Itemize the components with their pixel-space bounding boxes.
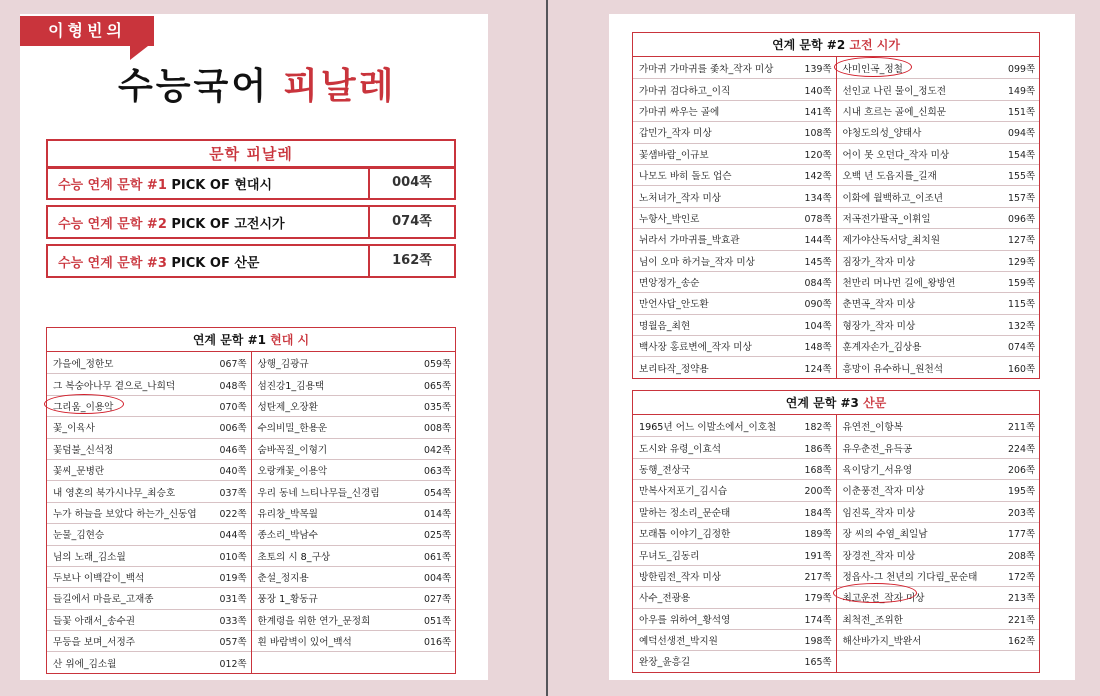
- work-page: 139쪽: [804, 63, 832, 75]
- work-page: 155쪽: [1008, 171, 1035, 183]
- list-item[interactable]: [837, 207, 1040, 228]
- list-item[interactable]: [47, 566, 251, 587]
- work-title: 섬진강1_김용택: [257, 380, 325, 392]
- work-page: 206쪽: [1008, 464, 1035, 476]
- work-title: 성탄제_오장환: [257, 401, 318, 413]
- work-title: 수의비밀_한용운: [257, 423, 328, 435]
- work-title: 갑민가_작자 미상: [639, 128, 712, 140]
- work-title: 유우춘전_유득공: [842, 443, 913, 455]
- work-title: 정읍사-그 천년의 기다림_문순태: [842, 571, 978, 583]
- work-title: 사미인곡_정철: [842, 63, 903, 75]
- list-item[interactable]: [837, 164, 1040, 185]
- work-title: 두보나 이백같이_백석: [53, 573, 145, 585]
- work-page: 189쪽: [804, 529, 832, 541]
- work-title: 누항사_박인로: [639, 213, 700, 225]
- list-item[interactable]: [837, 479, 1040, 500]
- list-item[interactable]: [633, 292, 836, 313]
- list-item[interactable]: [837, 335, 1040, 356]
- list-item[interactable]: [633, 335, 836, 356]
- list-item[interactable]: [837, 250, 1040, 271]
- work-page: 067쪽: [219, 358, 247, 370]
- list-item[interactable]: [47, 523, 251, 544]
- work-page: 059쪽: [424, 358, 451, 370]
- work-page: 057쪽: [219, 637, 247, 649]
- work-page: 195쪽: [1008, 486, 1035, 498]
- list-item[interactable]: [252, 373, 456, 394]
- toc-label: 수능 연계 문학 #3 PICK OF 산문: [58, 255, 260, 271]
- list-item[interactable]: [837, 314, 1040, 335]
- work-title: 춘면곡_작자 미상: [842, 299, 916, 311]
- work-page: 044쪽: [219, 530, 247, 542]
- list-item[interactable]: [633, 565, 836, 586]
- work-title: 우리 동네 느티나무들_신경림: [257, 487, 380, 499]
- list-prose: [632, 390, 1040, 673]
- list-item[interactable]: [633, 78, 836, 99]
- work-page: 177쪽: [1008, 529, 1035, 541]
- list-item[interactable]: [633, 479, 836, 500]
- list-item[interactable]: [633, 207, 836, 228]
- work-page: 014쪽: [424, 508, 451, 520]
- work-page: 035쪽: [424, 401, 451, 413]
- work-page: 198쪽: [804, 636, 832, 648]
- work-title: 제가야산독서당_최치원: [842, 235, 940, 247]
- work-title: 그 복숭아나무 곁으로_나희덕: [53, 380, 176, 392]
- list-item[interactable]: [252, 438, 456, 459]
- work-page: 127쪽: [1008, 235, 1035, 247]
- list-item[interactable]: [837, 228, 1040, 249]
- list-column-left: [633, 415, 836, 672]
- work-title: 백사장 홍료변에_작자 미상: [639, 342, 752, 354]
- work-page: 124쪽: [804, 363, 832, 375]
- work-title: 초토의 시 8_구상: [257, 551, 331, 563]
- list-item[interactable]: [47, 395, 251, 416]
- work-page: 074쪽: [1008, 342, 1035, 354]
- list-item[interactable]: [252, 545, 456, 566]
- work-title: 최고운전_작자 미상: [842, 593, 925, 605]
- work-title: 내 영혼의 북가시나무_최승호: [53, 487, 176, 499]
- work-title: 흰 바람벽이 있어_백석: [257, 637, 352, 649]
- work-title: 들꽃 아래서_송수권: [53, 615, 135, 627]
- work-title: 짐장가_작자 미상: [842, 256, 916, 268]
- work-page: 096쪽: [1008, 213, 1035, 225]
- work-title: 무등을 보며_서정주: [53, 637, 135, 649]
- work-title: 상행_김광규: [257, 358, 309, 370]
- work-page: 061쪽: [424, 551, 451, 563]
- work-page: 132쪽: [1008, 320, 1035, 332]
- work-page: 078쪽: [804, 213, 832, 225]
- work-page: 148쪽: [804, 342, 832, 354]
- work-title: 시내 흐르는 골에_신희문: [842, 106, 947, 118]
- work-page: 140쪽: [804, 85, 832, 97]
- list-rows: [47, 352, 455, 673]
- list-item[interactable]: [252, 459, 456, 480]
- work-title: 아우를 위하여_황석영: [639, 614, 731, 626]
- work-page: 022쪽: [219, 508, 247, 520]
- work-title: 가마귀 검다하고_이직: [639, 85, 731, 97]
- list-item[interactable]: [837, 356, 1040, 377]
- list-item[interactable]: [837, 522, 1040, 543]
- work-page: 168쪽: [804, 464, 832, 476]
- work-title: 꽃샘바람_이규보: [639, 149, 709, 161]
- work-title: 풍장 1_황동규: [257, 594, 318, 606]
- list-item[interactable]: [837, 629, 1040, 650]
- list-item[interactable]: [633, 271, 836, 292]
- work-title: 이화에 월백하고_이조년: [842, 192, 944, 204]
- list-item[interactable]: [47, 480, 251, 501]
- toc-label: 수능 연계 문학 #2 PICK OF 고전시가: [58, 216, 285, 232]
- list-item[interactable]: [633, 415, 836, 436]
- list-item[interactable]: [47, 502, 251, 523]
- book-title: [118, 58, 428, 108]
- list-item[interactable]: [837, 650, 1040, 671]
- list-item[interactable]: [47, 609, 251, 630]
- work-page: 142쪽: [804, 171, 832, 183]
- work-title: 도시와 유령_이효석: [639, 443, 721, 455]
- work-title: 뉘라서 가마귀를_박효관: [639, 235, 740, 247]
- work-title: 훈계자손가_김상용: [842, 342, 922, 354]
- work-title: 산 위에_김소월: [53, 658, 117, 670]
- work-title: 1965년 어느 이발소에서_이호철: [639, 421, 777, 433]
- work-title: 누가 하늘을 보았다 하는가_신동엽: [53, 508, 197, 520]
- list-item[interactable]: [633, 57, 836, 78]
- book-title-main: 수능국어: [118, 66, 270, 107]
- list-item[interactable]: [837, 271, 1040, 292]
- work-title: 님이 오마 하거늘_작자 미상: [639, 256, 755, 268]
- list-item[interactable]: [633, 228, 836, 249]
- work-title: 무녀도_김동리: [639, 550, 700, 562]
- work-page: 191쪽: [804, 550, 832, 562]
- work-title: 면앙정가_송순: [639, 278, 700, 290]
- work-title: 그리움_이용악: [53, 401, 114, 413]
- list-item[interactable]: [837, 565, 1040, 586]
- list-header: 연계 문학 #1 현대 시: [47, 328, 455, 352]
- work-page: 157쪽: [1008, 192, 1035, 204]
- work-title: 최척전_조위한: [842, 614, 903, 626]
- work-title: 춘설_정지용: [257, 573, 309, 585]
- list-item[interactable]: [837, 501, 1040, 522]
- work-page: 084쪽: [804, 278, 832, 290]
- work-title: 야청도의성_양태사: [842, 128, 922, 140]
- list-item[interactable]: [252, 566, 456, 587]
- list-item[interactable]: [633, 543, 836, 564]
- work-page: 184쪽: [804, 507, 832, 519]
- work-page: 099쪽: [1008, 63, 1035, 75]
- list-item[interactable]: [47, 459, 251, 480]
- list-item[interactable]: [47, 416, 251, 437]
- work-page: 108쪽: [804, 128, 832, 140]
- work-title: 종소리_박남수: [257, 530, 318, 542]
- work-page: 012쪽: [219, 658, 247, 670]
- work-title: 저곡전가팔곡_이휘일: [842, 213, 931, 225]
- work-title: 한계령을 위한 연가_문정희: [257, 615, 371, 627]
- book-spine: [546, 0, 548, 696]
- work-page: 008쪽: [424, 423, 451, 435]
- work-title: 이춘풍전_작자 미상: [842, 486, 925, 498]
- work-page: 129쪽: [1008, 256, 1035, 268]
- work-title: 사수_전광용: [639, 593, 691, 605]
- work-page: 217쪽: [804, 571, 832, 583]
- list-item[interactable]: [47, 651, 251, 672]
- list-item[interactable]: [633, 608, 836, 629]
- work-page: 162쪽: [1008, 636, 1035, 648]
- work-title: 말하는 정소리_문순태: [639, 507, 731, 519]
- list-item[interactable]: [47, 373, 251, 394]
- work-title: 동행_전상국: [639, 464, 691, 476]
- toc-header: 문학 피날레: [46, 139, 456, 169]
- list-item[interactable]: [252, 651, 456, 672]
- work-title: 나모도 바히 돌도 업슨: [639, 171, 732, 183]
- toc-row-1[interactable]: [46, 166, 456, 200]
- work-title: 형장가_작자 미상: [842, 320, 916, 332]
- work-page: 145쪽: [804, 256, 832, 268]
- list-item[interactable]: [837, 436, 1040, 457]
- work-page: 006쪽: [219, 423, 247, 435]
- list-rows: [633, 415, 1039, 672]
- work-page: 200쪽: [804, 486, 832, 498]
- list-item[interactable]: [633, 356, 836, 377]
- list-item[interactable]: [633, 314, 836, 335]
- list-item[interactable]: [837, 185, 1040, 206]
- work-page: 182쪽: [804, 421, 832, 433]
- work-page: 048쪽: [219, 380, 247, 392]
- list-item[interactable]: [633, 650, 836, 671]
- list-item[interactable]: [252, 609, 456, 630]
- list-item[interactable]: [633, 458, 836, 479]
- work-page: 134쪽: [804, 192, 832, 204]
- list-column-left: [633, 57, 836, 378]
- work-title: 보리타작_정약용: [639, 363, 709, 375]
- list-column-left: [47, 352, 251, 673]
- work-page: 027쪽: [424, 594, 451, 606]
- work-page: 224쪽: [1008, 443, 1035, 455]
- list-item[interactable]: [47, 352, 251, 373]
- work-page: 051쪽: [424, 615, 451, 627]
- work-page: 094쪽: [1008, 128, 1035, 140]
- work-page: 149쪽: [1008, 85, 1035, 97]
- work-title: 가마귀 가마귀를 좇차_작자 미상: [639, 63, 774, 75]
- list-rows: [633, 57, 1039, 378]
- toc-row-2[interactable]: [46, 205, 456, 239]
- author-badge: 이형빈의: [20, 16, 154, 46]
- list-column-right: [836, 57, 1040, 378]
- list-item[interactable]: [47, 630, 251, 651]
- work-page: 063쪽: [424, 466, 451, 478]
- work-page: 025쪽: [424, 530, 451, 542]
- work-title: 선인교 나린 물이_정도전: [842, 85, 947, 97]
- work-page: 090쪽: [804, 299, 832, 311]
- list-item[interactable]: [252, 480, 456, 501]
- work-title: 어이 못 오던다_작자 미상: [842, 149, 950, 161]
- work-title: 님의 노래_김소월: [53, 551, 126, 563]
- work-title: 만언사답_안도환: [639, 299, 709, 311]
- work-title: 오랑캐꽃_이용악: [257, 466, 328, 478]
- work-page: 151쪽: [1008, 106, 1035, 118]
- list-item[interactable]: [837, 415, 1040, 436]
- work-title: 임진록_작자 미상: [842, 507, 916, 519]
- list-item[interactable]: [633, 185, 836, 206]
- list-item[interactable]: [47, 587, 251, 608]
- list-item[interactable]: [837, 121, 1040, 142]
- list-item[interactable]: [252, 416, 456, 437]
- work-title: 들길에서 마을로_고재종: [53, 594, 154, 606]
- list-item[interactable]: [633, 121, 836, 142]
- list-item[interactable]: [837, 292, 1040, 313]
- work-page: 010쪽: [219, 551, 247, 563]
- work-page: 160쪽: [1008, 363, 1035, 375]
- work-page: 213쪽: [1008, 593, 1035, 605]
- list-column-right: [836, 415, 1040, 672]
- work-page: 211쪽: [1008, 421, 1035, 433]
- work-page: 104쪽: [804, 320, 832, 332]
- work-title: 방한림전_작자 미상: [639, 571, 721, 583]
- list-column-right: [251, 352, 456, 673]
- work-page: 115쪽: [1008, 299, 1035, 311]
- work-page: 042쪽: [424, 444, 451, 456]
- work-title: 가마귀 싸우는 골에: [639, 106, 720, 118]
- work-page: 165쪽: [804, 657, 832, 669]
- work-title: 해산바가지_박완서: [842, 636, 922, 648]
- toc-page: 162쪽: [368, 246, 454, 276]
- list-item[interactable]: [252, 352, 456, 373]
- work-page: 016쪽: [424, 637, 451, 649]
- list-classical-poetry: [632, 32, 1040, 379]
- work-title: 오백 년 도읍지를_길재: [842, 171, 937, 183]
- work-title: 유연전_이항복: [842, 421, 903, 433]
- work-title: 꽃_이육사: [53, 423, 95, 435]
- work-page: 172쪽: [1008, 571, 1035, 583]
- list-item[interactable]: [47, 438, 251, 459]
- list-item[interactable]: [837, 100, 1040, 121]
- work-page: 159쪽: [1008, 278, 1035, 290]
- work-title: 눈물_김현승: [53, 530, 105, 542]
- list-item[interactable]: [47, 545, 251, 566]
- work-page: 179쪽: [804, 593, 832, 605]
- toc-row-3[interactable]: [46, 244, 456, 278]
- list-header: 연계 문학 #3 산문: [633, 391, 1039, 415]
- list-item[interactable]: [252, 523, 456, 544]
- work-page: 174쪽: [804, 614, 832, 626]
- work-page: 221쪽: [1008, 614, 1035, 626]
- work-page: 031쪽: [219, 594, 247, 606]
- toc-page: 004쪽: [368, 168, 454, 198]
- list-item[interactable]: [837, 57, 1040, 78]
- work-title: 예덕선생전_박지원: [639, 636, 718, 648]
- work-title: 장경전_작자 미상: [842, 550, 916, 562]
- work-page: 208쪽: [1008, 550, 1035, 562]
- list-item[interactable]: [633, 100, 836, 121]
- work-title: 장 씨의 수염_최일남: [842, 529, 928, 541]
- work-page: 070쪽: [219, 401, 247, 413]
- list-header: 연계 문학 #2 고전 시가: [633, 33, 1039, 57]
- list-item[interactable]: [837, 586, 1040, 607]
- list-item[interactable]: [837, 458, 1040, 479]
- list-item[interactable]: [837, 543, 1040, 564]
- list-item[interactable]: [837, 143, 1040, 164]
- work-page: 037쪽: [219, 487, 247, 499]
- list-item[interactable]: [837, 608, 1040, 629]
- work-title: 꽃씨_문병란: [53, 466, 105, 478]
- list-item[interactable]: [633, 436, 836, 457]
- work-title: 숨바꼭질_이형기: [257, 444, 328, 456]
- work-title: 천만리 머나먼 길에_왕방연: [842, 278, 956, 290]
- work-page: 203쪽: [1008, 507, 1035, 519]
- list-item[interactable]: [633, 629, 836, 650]
- work-page: 120쪽: [804, 149, 832, 161]
- list-item[interactable]: [252, 502, 456, 523]
- work-page: 154쪽: [1008, 149, 1035, 161]
- work-title: 흥망이 유수하니_원천석: [842, 363, 944, 375]
- list-item[interactable]: [633, 250, 836, 271]
- work-page: 004쪽: [424, 573, 451, 585]
- work-title: 유리창_박목월: [257, 508, 318, 520]
- work-title: 가을에_정한모: [53, 358, 114, 370]
- toc-label: 수능 연계 문학 #1 PICK OF 현대시: [58, 177, 273, 193]
- work-page: 054쪽: [424, 487, 451, 499]
- work-title: 완장_윤흥길: [639, 657, 691, 669]
- work-title: 꽃덤불_신석정: [53, 444, 114, 456]
- work-title: 노처녀가_작자 미상: [639, 192, 721, 204]
- list-modern-poetry: [46, 327, 456, 674]
- work-title: 육이당기_서유영: [842, 464, 913, 476]
- list-item[interactable]: [252, 630, 456, 651]
- list-item[interactable]: [633, 501, 836, 522]
- list-item[interactable]: [633, 586, 836, 607]
- work-page: 186쪽: [804, 443, 832, 455]
- work-title: 명월음_최현: [639, 320, 691, 332]
- book-title-accent: 피날레: [283, 66, 397, 107]
- toc-page: 074쪽: [368, 207, 454, 237]
- list-item[interactable]: [252, 587, 456, 608]
- work-page: 033쪽: [219, 615, 247, 627]
- work-page: 046쪽: [219, 444, 247, 456]
- work-title: 모래톱 이야기_김정한: [639, 529, 731, 541]
- work-page: 144쪽: [804, 235, 832, 247]
- list-item[interactable]: [633, 143, 836, 164]
- work-page: 065쪽: [424, 380, 451, 392]
- list-item[interactable]: [837, 78, 1040, 99]
- list-item[interactable]: [252, 395, 456, 416]
- work-page: 019쪽: [219, 573, 247, 585]
- list-item[interactable]: [633, 164, 836, 185]
- work-title: 만복사저포기_김시습: [639, 486, 728, 498]
- work-page: 141쪽: [804, 106, 832, 118]
- list-item[interactable]: [633, 522, 836, 543]
- work-page: 040쪽: [219, 466, 247, 478]
